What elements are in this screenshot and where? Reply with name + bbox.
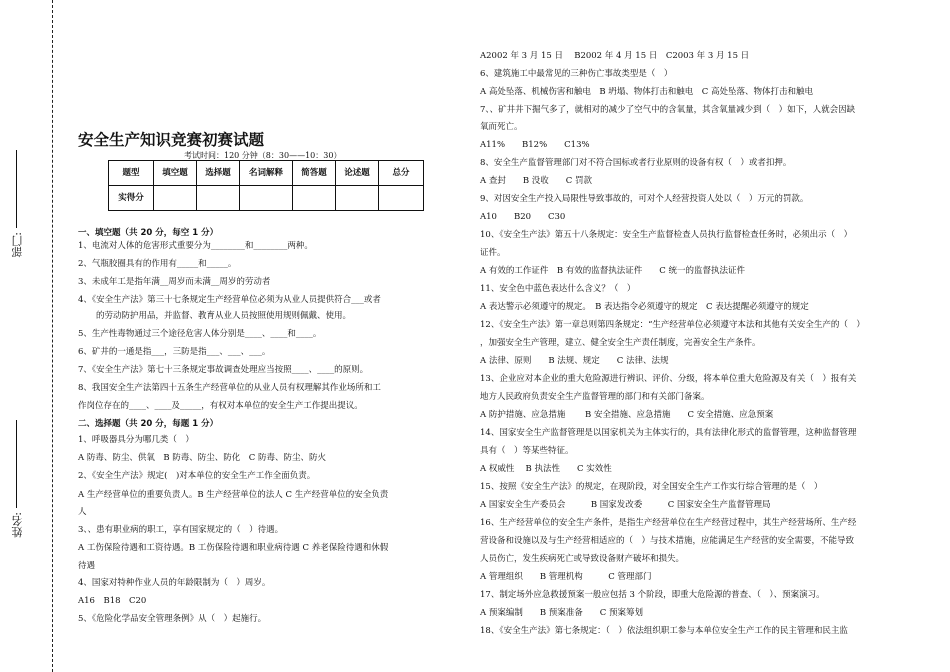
option-text: A 预案编制 B 预案准备 C 预案筹划 xyxy=(480,608,643,618)
department-label: 部门: xyxy=(11,232,24,258)
score-header-cell: 总分 xyxy=(379,161,424,186)
question-text: 3、、患有职业病的职工，享有国家规定的（ ）待遇。 xyxy=(78,525,284,535)
score-header-cell: 选择题 xyxy=(197,161,240,186)
score-header-row xyxy=(109,161,424,186)
question-text: 10、《安全生产法》第五十八条规定：安全生产监督检查人员执行监督检查任务时，必须出示（ ） xyxy=(480,230,853,240)
question-text: 证件。 xyxy=(480,248,506,258)
option-text: A10 B20 C30 xyxy=(480,212,566,222)
question-text: 营设备和设施以及与生产经营相适应的（ ）与技术措施，应能满足生产经营的安全需要，不能导致 xyxy=(480,536,855,546)
option-text: A 国家安全生产委员会 B 国家发改委 C 国家安全生产监督管理局 xyxy=(480,500,771,510)
option-text: A11% B12% C13% xyxy=(480,140,590,150)
score-cell[interactable] xyxy=(293,186,336,211)
question-text: 17、制定场外应急救援预案一般应包括 3 个阶段，即重大危险源的普查、（ ）、预案演习。 xyxy=(480,590,825,600)
option-text: A 工伤保险待遇和工资待遇。B 工伤保险待遇和职业病待遇 C 养老保险待遇和休假 xyxy=(78,543,389,553)
option-text: A 高处坠落、机械伤害和触电 B 坍塌、物体打击和触电 C 高处坠落、物体打击和触电 xyxy=(480,87,813,97)
score-cell[interactable] xyxy=(240,186,293,211)
score-table xyxy=(108,160,424,211)
score-row-label: 实得分 xyxy=(109,186,154,211)
question-text: 作岗位存在的____、____及_____，有权对本单位的安全生产工作提出提议。 xyxy=(78,401,363,411)
name-line xyxy=(16,420,17,508)
option-text: A 权威性 B 执法性 C 实效性 xyxy=(480,464,612,474)
option-text: A 防护措施、应急措施 B 安全措施、应急措施 C 安全措施、应急预案 xyxy=(480,410,774,420)
question-text: 18、《安全生产法》第七条规定：（ ）依法组织职工参与本单位安全生产工作的民主管理和民主监 xyxy=(480,626,848,636)
section-fill-in-heading: 一、填空题（共 20 分，每空 1 分） xyxy=(78,228,219,238)
option-text: A 管理组织 B 管理机构 C 管理部门 xyxy=(480,572,652,582)
option-text: 人 xyxy=(78,507,87,517)
question-text: 5、《危险化学品安全管理条例》从（ ）起施行。 xyxy=(78,614,267,624)
score-header-cell: 简答题 xyxy=(293,161,336,186)
option-text: A 法律、原则 B 法规、规定 C 法律、法规 xyxy=(480,356,669,366)
right-column xyxy=(480,0,912,672)
exam-time: 考试时间：120 分钟（8：30——10：30） xyxy=(184,151,342,160)
question-text: 1、电流对人体的危害形式重要分为________和________两种。 xyxy=(78,241,313,251)
score-cell[interactable] xyxy=(336,186,379,211)
option-text: A2002 年 3 月 15 日 B2002 年 4 月 15 日 C2003 年 3 月 15 日 xyxy=(480,51,750,61)
option-text: 待遇 xyxy=(78,561,96,571)
score-header-cell: 题型 xyxy=(109,161,154,186)
question-text: 16、生产经营单位的安全生产条件，是指生产经营单位在生产经营过程中，其生产经营场所、生产经 xyxy=(480,518,857,528)
question-text: 具有（ ）等某些特征。 xyxy=(480,446,574,456)
option-text: A 生产经营单位的重要负责人。B 生产经营单位的法人 C 生产经营单位的安全负责 xyxy=(78,490,389,500)
question-text: 15、按照《安全生产法》的规定，在现阶段，对全国安全生产工作实行综合管理的是（ ） xyxy=(480,482,823,492)
score-header-cell: 论述题 xyxy=(336,161,379,186)
option-text: A16 B18 C20 xyxy=(78,596,147,606)
score-cell[interactable] xyxy=(197,186,240,211)
score-cell[interactable] xyxy=(154,186,197,211)
score-header-cell: 填空题 xyxy=(154,161,197,186)
question-text: 2、《安全生产法》规定( )对本单位的安全生产工作全面负责。 xyxy=(78,471,316,481)
question-text: 4、《安全生产法》第三十七条规定生产经营单位必须为从业人员提供符合___或者 xyxy=(78,295,381,305)
question-text: 的劳动防护用品，并监督、教育从业人员按照使用规则佩戴、使用。 xyxy=(96,311,352,321)
question-text: 8、安全生产监督管理部门对不符合国标或者行业原则的设备有权（ ）或者扣押。 xyxy=(480,158,792,168)
question-text: 6、建筑施工中最常见的三种伤亡事故类型是（ ） xyxy=(480,69,673,79)
question-text: 氧而死亡。 xyxy=(480,122,523,132)
question-text: 5、生产性毒物通过三个途径危害人体分别是____、____和____。 xyxy=(78,329,322,339)
question-text: 12、《安全生产法》第一章总则第四条规定：“生产经营单位必须遵守本法和其他有关安全生产的（ ） xyxy=(480,320,865,330)
question-text: 9、对因安全生产投入局限性导致事故的，可对个人经营投资人处以（ ）万元的罚款。 xyxy=(480,194,809,204)
question-text: 7、、矿井井下掘气多了，就相对的减少了空气中的含氧量，其含氧量减少到（ ）如下，人就会因缺 xyxy=(480,105,856,115)
question-text: 7、《安全生产法》第七十三条规定事故调查处理应当按照____、____的原则。 xyxy=(78,365,369,375)
question-text: 1、呼吸器具分为哪几类（ ） xyxy=(78,435,194,445)
question-text: 人员伤亡，发生疾病死亡或导致设备财产破坏和损失。 xyxy=(480,554,685,564)
option-text: A 查封 B 没收 C 罚款 xyxy=(480,176,592,186)
question-text: 8、我国安全生产法第四十五条生产经营单位的从业人员有权理解其作业场所和工 xyxy=(78,383,381,393)
exam-title: 安全生产知识竞赛初赛试题 xyxy=(78,131,265,149)
question-text: 3、未成年工是指年满__周岁而未满__周岁的劳动者 xyxy=(78,277,271,287)
binding-margin xyxy=(0,0,53,672)
score-cell[interactable] xyxy=(379,186,424,211)
score-header-cell: 名词解释 xyxy=(240,161,293,186)
question-text: 6、矿井的一通是指___，三防是指___、___、___。 xyxy=(78,347,271,357)
name-label: 姓名: xyxy=(11,512,24,538)
question-text: 4、国家对特种作业人员的年龄限制为（ ）周岁。 xyxy=(78,578,271,588)
option-text: A 防毒、防尘、供氧 B 防毒、防尘、防化 C 防毒、防尘、防火 xyxy=(78,453,326,463)
question-text: 13、企业应对本企业的重大危险源进行辨识、评价、分级，将本单位重大危险源及有关（ ）报有关 xyxy=(480,374,857,384)
section-choice-heading: 二、选择题（共 20 分，每题 1 分） xyxy=(78,419,219,429)
question-text: 14、国家安全生产监督管理是以国家机关为主体实行的，具有法律化形式的监督管理，这种监督管理 xyxy=(480,428,857,438)
question-text: ，加强安全生产管理，建立、健全安全生产责任制度，完善安全生产条件。 xyxy=(480,338,761,348)
question-text: 地方人民政府负责安全生产监督管理的部门和有关部门备案。 xyxy=(480,392,710,402)
left-column xyxy=(78,0,438,672)
department-line xyxy=(16,150,17,228)
question-text: 2、气瓶胶圈具有的作用有_____和_____。 xyxy=(78,259,237,269)
option-text: A 有效的工作证件 B 有效的监督执法证件 C 统一的监督执法证件 xyxy=(480,266,745,276)
question-text: 11、安全色中蓝色表达什么含义？（ ） xyxy=(480,284,636,294)
score-value-row xyxy=(109,186,424,211)
option-text: A 表达警示必须遵守的规定。 B 表达指令必须遵守的规定 C 表达提醒必须遵守的规定 xyxy=(480,302,809,312)
